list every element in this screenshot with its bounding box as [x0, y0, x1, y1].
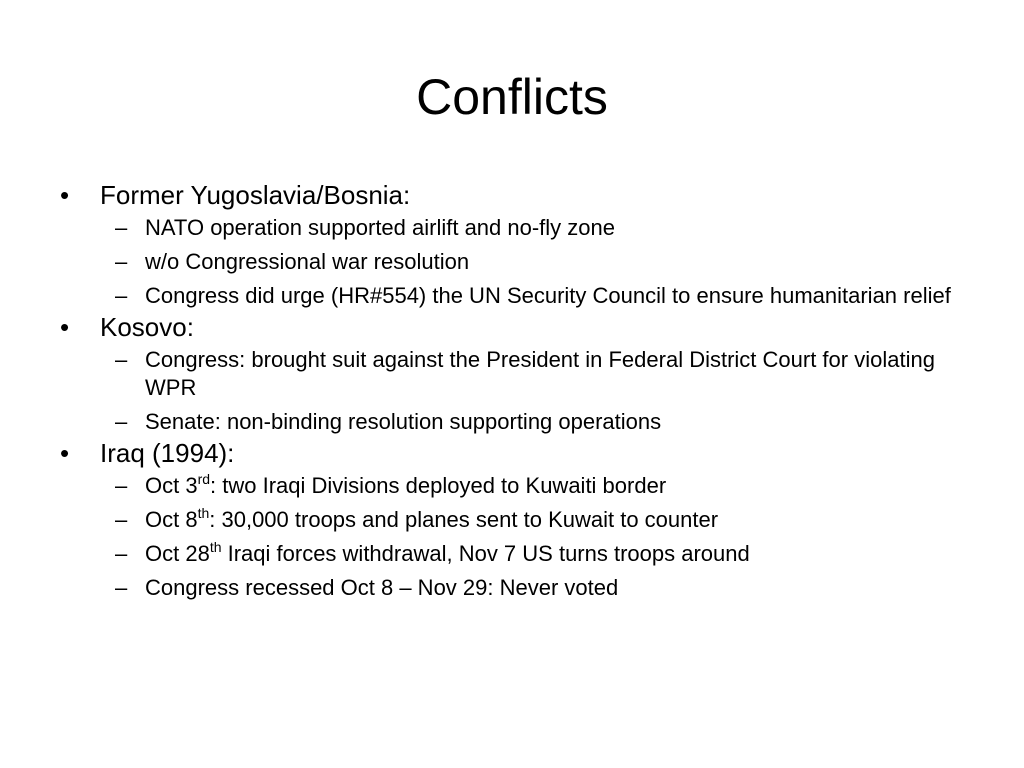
bullet-icon: •	[60, 438, 70, 468]
slide-title: Conflicts	[416, 69, 608, 125]
sub-item-text-pre: Oct 28	[145, 541, 210, 566]
section-iraq	[58, 436, 958, 602]
slide-content	[58, 178, 958, 602]
section-former-yugoslavia	[58, 178, 958, 310]
dash-icon: –	[115, 283, 128, 308]
sub-item	[58, 540, 958, 568]
bullet-item	[58, 436, 958, 470]
sub-list	[58, 214, 958, 310]
dash-icon: –	[115, 347, 128, 372]
sub-item-text-post: : two Iraqi Divisions deployed to Kuwaiti border	[210, 473, 667, 498]
dash-icon: –	[115, 215, 128, 240]
sub-item	[58, 408, 958, 436]
section-kosovo	[58, 310, 958, 436]
sub-item-text	[145, 504, 719, 532]
ordinal-suffix: th	[209, 538, 222, 555]
bullet-heading: Kosovo:	[100, 312, 194, 342]
sub-item	[58, 472, 958, 500]
sub-item-text	[145, 538, 750, 566]
bullet-item	[58, 178, 958, 212]
sub-item-text-pre: Oct 8	[145, 507, 198, 532]
sub-item-text: w/o Congressional war resolution	[145, 249, 470, 274]
bullet-heading: Former Yugoslavia/Bosnia:	[100, 180, 411, 210]
dash-icon: –	[115, 575, 128, 600]
dash-icon: –	[115, 409, 128, 434]
dash-icon: –	[115, 249, 128, 274]
ordinal-suffix: th	[197, 504, 210, 521]
bullet-item	[58, 310, 958, 344]
bullet-icon: •	[60, 180, 70, 210]
sub-list	[58, 346, 958, 436]
sub-item	[58, 346, 958, 402]
sub-item-text	[145, 470, 667, 498]
sub-item	[58, 574, 958, 602]
dash-icon: –	[115, 507, 128, 532]
sub-item	[58, 506, 958, 534]
sub-list	[58, 472, 958, 602]
sub-item-text-post: : 30,000 troops and planes sent to Kuwait to counter	[209, 507, 719, 532]
sub-item	[58, 248, 958, 276]
dash-icon: –	[115, 541, 128, 566]
bullet-icon: •	[60, 312, 70, 342]
sub-item-text: Congress did urge (HR#554) the UN Security Council to ensure humanitarian relief	[145, 283, 951, 308]
dash-icon: –	[115, 473, 128, 498]
sub-item-text-post: Iraqi forces withdrawal, Nov 7 US turns troops around	[221, 541, 750, 566]
sub-item-text: Congress recessed Oct 8 – Nov 29: Never voted	[145, 575, 619, 600]
sub-item-text: Senate: non-binding resolution supporting operations	[145, 409, 662, 434]
ordinal-suffix: rd	[197, 470, 211, 487]
sub-item	[58, 282, 958, 310]
sub-item-text: Congress: brought suit against the President in Federal District Court for violating WPR	[145, 347, 935, 400]
sub-item-text: NATO operation supported airlift and no-fly zone	[145, 215, 616, 240]
bullet-heading: Iraq (1994):	[100, 438, 235, 468]
sub-item-text-pre: Oct 3	[145, 473, 198, 498]
sub-item	[58, 214, 958, 242]
